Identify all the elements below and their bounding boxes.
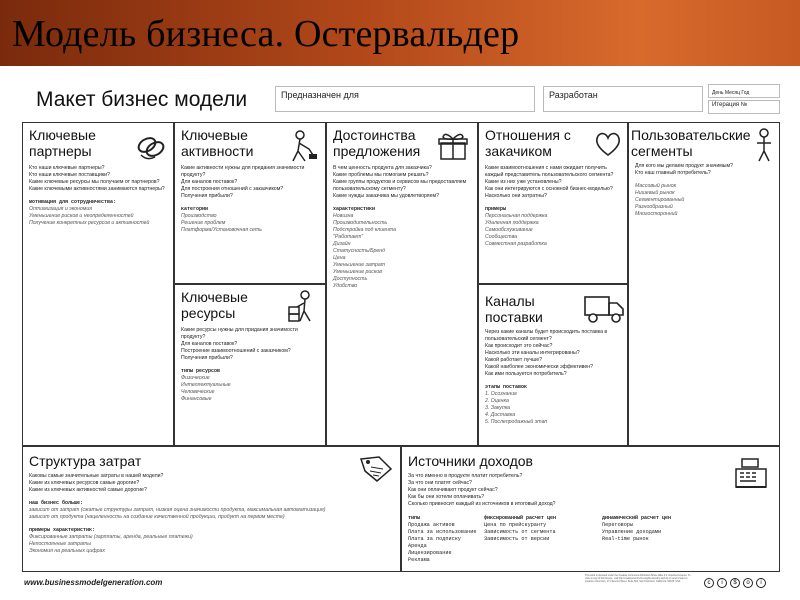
noncommercial-icon: $: [730, 578, 740, 588]
question: Какие активности нужны для предания значимости продукту?: [181, 165, 305, 178]
list-item: Уменьшение рисков и неопределенностей: [29, 213, 134, 219]
chain-link-icon: [135, 131, 167, 163]
list-item: Физические: [181, 375, 210, 381]
designed-by-field[interactable]: [543, 86, 703, 112]
designed-by-label: Разработан: [549, 90, 598, 100]
sub-label: категории: [181, 206, 209, 212]
block-title: Ключевые партнеры: [29, 127, 96, 159]
block-customer-segments[interactable]: [628, 122, 780, 446]
list-item: зависит от продукта (нацеленность на создание качественной продукции, продукт на первом месте): [29, 514, 285, 520]
question: За что они платят сейчас?: [408, 480, 472, 486]
list-item: Нишевый рынок: [635, 190, 675, 196]
question: Насколько эти каналы интегрированы?: [485, 350, 580, 356]
list-item: Решение проблем: [181, 220, 226, 226]
list-item: Оптимизация и экономия: [29, 206, 93, 212]
question: Какой работает лучше?: [485, 357, 542, 363]
block-channels[interactable]: [478, 284, 628, 446]
license-note: This work is licensed under the Creative Commons Attribution-Share Alike 3.0 Unported License. To view a copy of this license, visit http://creativecommons.org/licenses/by-sa/3.0/ or send a letter to Creative Commons, 171 Second Street, Suite 300, San Francisco, California, 94105, USA.: [585, 574, 691, 583]
question: Какие группы продуктов и сервисов мы предоставляем пользовательскому сегменту?: [333, 179, 467, 192]
list-item: Аренда: [408, 543, 427, 549]
block-value-propositions[interactable]: [326, 122, 478, 446]
block-title: Источники доходов: [408, 453, 533, 469]
channels-questions: [485, 329, 623, 426]
list-item: Финансовые: [181, 396, 212, 402]
question: Как ими пользуется потребитель?: [485, 371, 567, 377]
question: Какие ключевыми активностями занимаются партнеры?: [29, 186, 165, 192]
list-item: Фиксированные затраты (зарплаты, аренда, реальные платежи): [29, 534, 193, 540]
list-item: 3. Закупка: [485, 405, 511, 411]
list-item: 1. Осознание: [485, 391, 517, 397]
delivery-truck-icon: [583, 291, 625, 325]
canvas-title: Макет бизнес модели: [36, 88, 248, 111]
fixed-pricing-column: [484, 515, 594, 543]
list-item: Экономия на реальных цифрах: [29, 548, 105, 554]
block-title: Ключевые ресурсы: [181, 289, 248, 321]
list-item: Реклама: [408, 557, 430, 563]
block-title: Структура затрат: [29, 453, 142, 469]
revenue-types-column: [408, 515, 482, 564]
date-field[interactable]: [708, 84, 780, 98]
question: Какой наиболее экономически эффективен?: [485, 364, 593, 370]
block-title: Каналы поставки: [485, 293, 543, 325]
list-item: Цена: [333, 255, 346, 261]
gift-box-icon: [437, 129, 471, 163]
list-item: Управление доходами: [602, 529, 662, 535]
list-item: Лицензирование: [408, 550, 452, 556]
iteration-field[interactable]: [708, 100, 780, 114]
sub-label: мотивация для сотрудничества:: [29, 199, 117, 205]
list-item: Персональная поддержка: [485, 213, 548, 219]
relationships-questions: [485, 165, 623, 248]
question: Для кого мы делаем продукт значимым?: [635, 163, 733, 169]
list-item: Совместная разработка: [485, 241, 547, 247]
designed-for-field[interactable]: [275, 86, 535, 112]
block-title: Ключевые активности: [181, 127, 254, 159]
worker-with-boxes-icon: [285, 289, 319, 323]
block-customer-relationships[interactable]: [478, 122, 628, 284]
block-key-resources[interactable]: [174, 284, 326, 446]
footer-url[interactable]: www.businessmodelgeneration.com: [24, 578, 163, 587]
slide-title: Модель бизнеса. Остервальдер: [12, 13, 520, 55]
block-cost-structure[interactable]: [22, 446, 401, 572]
sub-label: примеры: [485, 206, 507, 212]
question: За что именно в продукте платит потребитель?: [408, 473, 523, 479]
block-key-partners[interactable]: [22, 122, 174, 446]
block-revenue-streams[interactable]: [401, 446, 780, 572]
list-item: Разнообразный: [635, 204, 673, 210]
question: Кто наш главный потребитель?: [635, 170, 711, 176]
dynamic-pricing-column: [602, 515, 712, 543]
list-item: 4. Доставка: [485, 412, 516, 418]
list-item: Удобство: [333, 283, 358, 289]
question: Как они оплачивают продукт сейчас?: [408, 487, 498, 493]
list-item: Уменьшение затрат: [333, 262, 386, 268]
block-key-activities[interactable]: [174, 122, 326, 284]
person-icon: [751, 127, 777, 163]
list-item: Производство: [181, 213, 217, 219]
sub-label: типы ресурсов: [181, 368, 221, 374]
question: Какие нужды заказчика мы удовлетворяем?: [333, 193, 439, 199]
list-item: Уменьшение рисков: [333, 269, 382, 275]
list-item: Человеческие: [181, 389, 215, 395]
question: Для построения отношений с заказчиком?: [181, 186, 284, 192]
question: Для каналов поставок?: [181, 341, 238, 347]
list-item: Переговоры: [602, 522, 634, 528]
question: Как происходит это сейчас?: [485, 343, 553, 349]
question: Как они интегрируются с основной бизнес-моделью?: [485, 186, 613, 192]
question: Через какие каналы будет происходить поставка в пользовательский сегмент?: [485, 329, 608, 342]
question: Получения прибыли?: [181, 193, 233, 199]
attribution-icon: i: [717, 578, 727, 588]
question: Кто наши ключевые поставщики?: [29, 172, 110, 178]
question: Каковы самые значительные затраты в нашей модели?: [29, 473, 164, 479]
list-item: Сообщества: [485, 234, 518, 240]
partners-questions: [29, 165, 169, 227]
list-item: Зависимость от сегмента: [484, 529, 556, 535]
sub-label: фиксированный расчет цен: [484, 515, 557, 521]
list-item: Платформа/Установочная сеть: [181, 227, 262, 233]
price-tag-icon: [357, 453, 393, 483]
list-item: Многосторонний: [635, 211, 678, 217]
block-title: Пользовательские сегменты: [631, 127, 751, 159]
question: Сколько привносит каждый из источников в итоговый доход?: [408, 501, 556, 507]
question: Для каналов поставок?: [181, 179, 238, 185]
list-item: Real-time рынок: [602, 536, 649, 542]
question: В чем ценность продукта для заказчика?: [333, 165, 432, 171]
segments-questions: [635, 163, 775, 218]
sub-label: типы: [408, 515, 421, 521]
revenue-questions: [408, 473, 708, 508]
question: Какие ключевые ресурсы мы получаем от партнеров?: [29, 179, 160, 185]
list-item: Непостоянные затраты: [29, 541, 92, 547]
question: Какие из ключевых активностей самые дорогие?: [29, 487, 147, 493]
question: Построение взаимоотношений с заказчиком?: [181, 348, 291, 354]
share-alike-icon: o: [743, 578, 753, 588]
list-item: Самообслуживание: [485, 227, 533, 233]
list-item: Продажа активов: [408, 522, 455, 528]
list-item: Плата за использование: [408, 529, 477, 535]
question: Как бы они хотели оплачивать?: [408, 494, 485, 500]
attribution-person-icon: i: [756, 578, 766, 588]
value-questions: [333, 165, 473, 290]
list-item: Статусность/Бренд: [333, 248, 385, 254]
question: Насколько они затратны?: [485, 193, 547, 199]
cash-register-icon: [732, 455, 770, 491]
question: Какие проблемы мы помогаем решать?: [333, 172, 429, 178]
list-item: Цена по прейскуранту: [484, 522, 547, 528]
business-model-canvas-sheet: [0, 66, 800, 600]
question: Какие из ключевых ресурсов самые дорогие?: [29, 480, 140, 486]
heart-icon: [593, 129, 623, 159]
question: Кто наши ключевые партнеры?: [29, 165, 105, 171]
question: Какие взаимоотношения с нами ожидает получить каждый представитель пользовательского сегмента?: [485, 165, 614, 178]
creative-commons-icon: c: [704, 578, 714, 588]
list-item: Зависимость от версии: [484, 536, 550, 542]
list-item: Сегментированный: [635, 197, 685, 203]
list-item: Плата за подписку: [408, 536, 461, 542]
list-item: 2. Оценка: [485, 398, 509, 404]
iteration-label: Итерация №: [712, 102, 748, 108]
slide-title-bar: [0, 0, 800, 66]
list-item: 5. Послепродажный этап: [485, 419, 548, 425]
list-item: Подстройка под клиента: [333, 227, 396, 233]
sub-label: примеры характеристик:: [29, 527, 96, 533]
sub-label: характеристики: [333, 206, 376, 212]
activities-questions: [181, 165, 321, 234]
resources-questions: [181, 327, 321, 403]
block-title: Достоинства предложения: [333, 127, 421, 159]
list-item: зависит от затрат (сжатые структуры затрат, низкая оцена значимости продукта, максимальная автоматизация): [29, 507, 326, 513]
list-item: Дизайн: [333, 241, 351, 247]
list-item: Новизна: [333, 213, 354, 219]
list-item: Доступность: [333, 276, 368, 282]
sub-label: динамический расчет цен: [602, 515, 672, 521]
costs-questions: [29, 473, 329, 555]
designed-for-label: Предназначен для: [281, 90, 359, 100]
question: Получения прибыли?: [181, 355, 233, 361]
list-item: Производительность: [333, 220, 388, 226]
sub-label: этапы поставок: [485, 384, 528, 390]
list-item: "Работает": [333, 234, 364, 240]
list-item: Получение конкретных ресурсов и активностей: [29, 220, 150, 226]
question: Какие из них уже установлены?: [485, 179, 562, 185]
list-item: Удаленная поддержка: [485, 220, 539, 226]
block-title: Отношения с закачиком: [485, 127, 571, 159]
list-item: Массовый рынок: [635, 183, 677, 189]
question: Какие ресурсы нужны для придания значимости продукту?: [181, 327, 298, 340]
worker-icon: [285, 129, 319, 163]
list-item: Интеллектуальные: [181, 382, 231, 388]
date-labels: День Месяц Год: [712, 90, 750, 96]
sub-label: наш бизнес больше:: [29, 500, 84, 506]
